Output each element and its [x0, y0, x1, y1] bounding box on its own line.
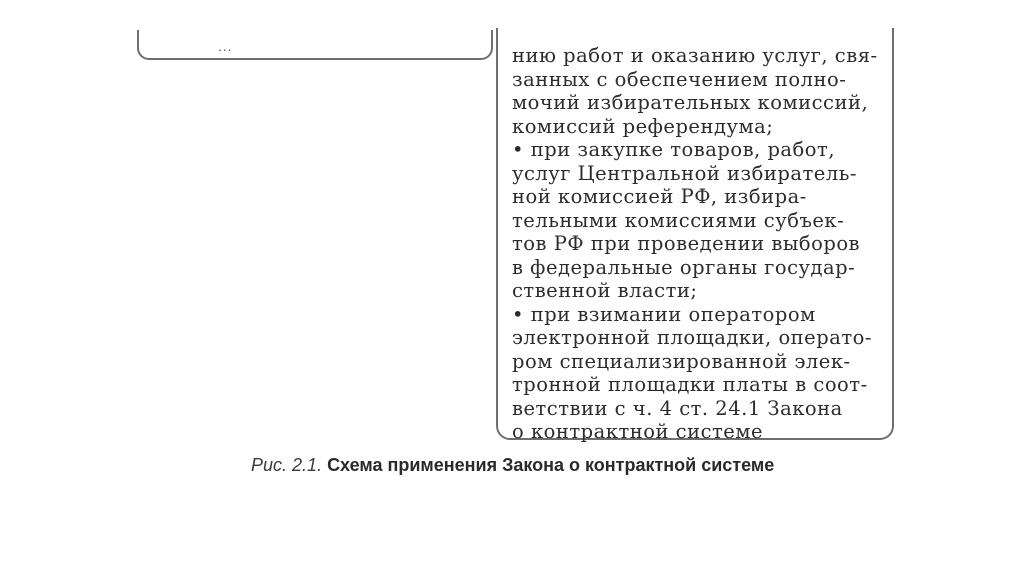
text-line: ветствии с ч. 4 ст. 24.1 Закона [512, 396, 843, 420]
text-line: о контрактной системе [512, 420, 764, 443]
text-line: нию работ и оказанию услуг, свя- [512, 44, 878, 67]
text-line: ной комиссией РФ, избира- [512, 185, 807, 208]
scheme-left-box [137, 30, 493, 60]
text-line: • при закупке товаров, работ, [512, 138, 836, 161]
text-line: мочий избирательных комиссий, [512, 91, 869, 114]
text-line: тов РФ при проведении выборов [512, 232, 861, 255]
figure-caption [251, 455, 774, 476]
text-line: • при взимании оператором [512, 302, 816, 326]
caption-label: Рис. 2.1. [251, 455, 323, 475]
text-line: ственной власти; [512, 279, 698, 302]
scheme-right-box-text [512, 44, 884, 444]
text-line: электронной площадки, операто- [512, 326, 872, 349]
text-line: услуг Центральной избиратель- [512, 161, 857, 185]
text-line: тронной площадки платы в соот- [512, 373, 868, 396]
text-line: ром специализированной элек- [512, 349, 851, 373]
text-line: занных с обеспечением полно- [512, 67, 847, 91]
text-line: комиссий референдума; [512, 114, 774, 138]
caption-title: Схема применения Закона о контрактной системе [327, 455, 775, 475]
left-box-text-fragment: ... [218, 40, 233, 54]
text-line: тельными комиссиями субъек- [512, 208, 845, 232]
text-line: в федеральные органы государ- [512, 255, 856, 279]
